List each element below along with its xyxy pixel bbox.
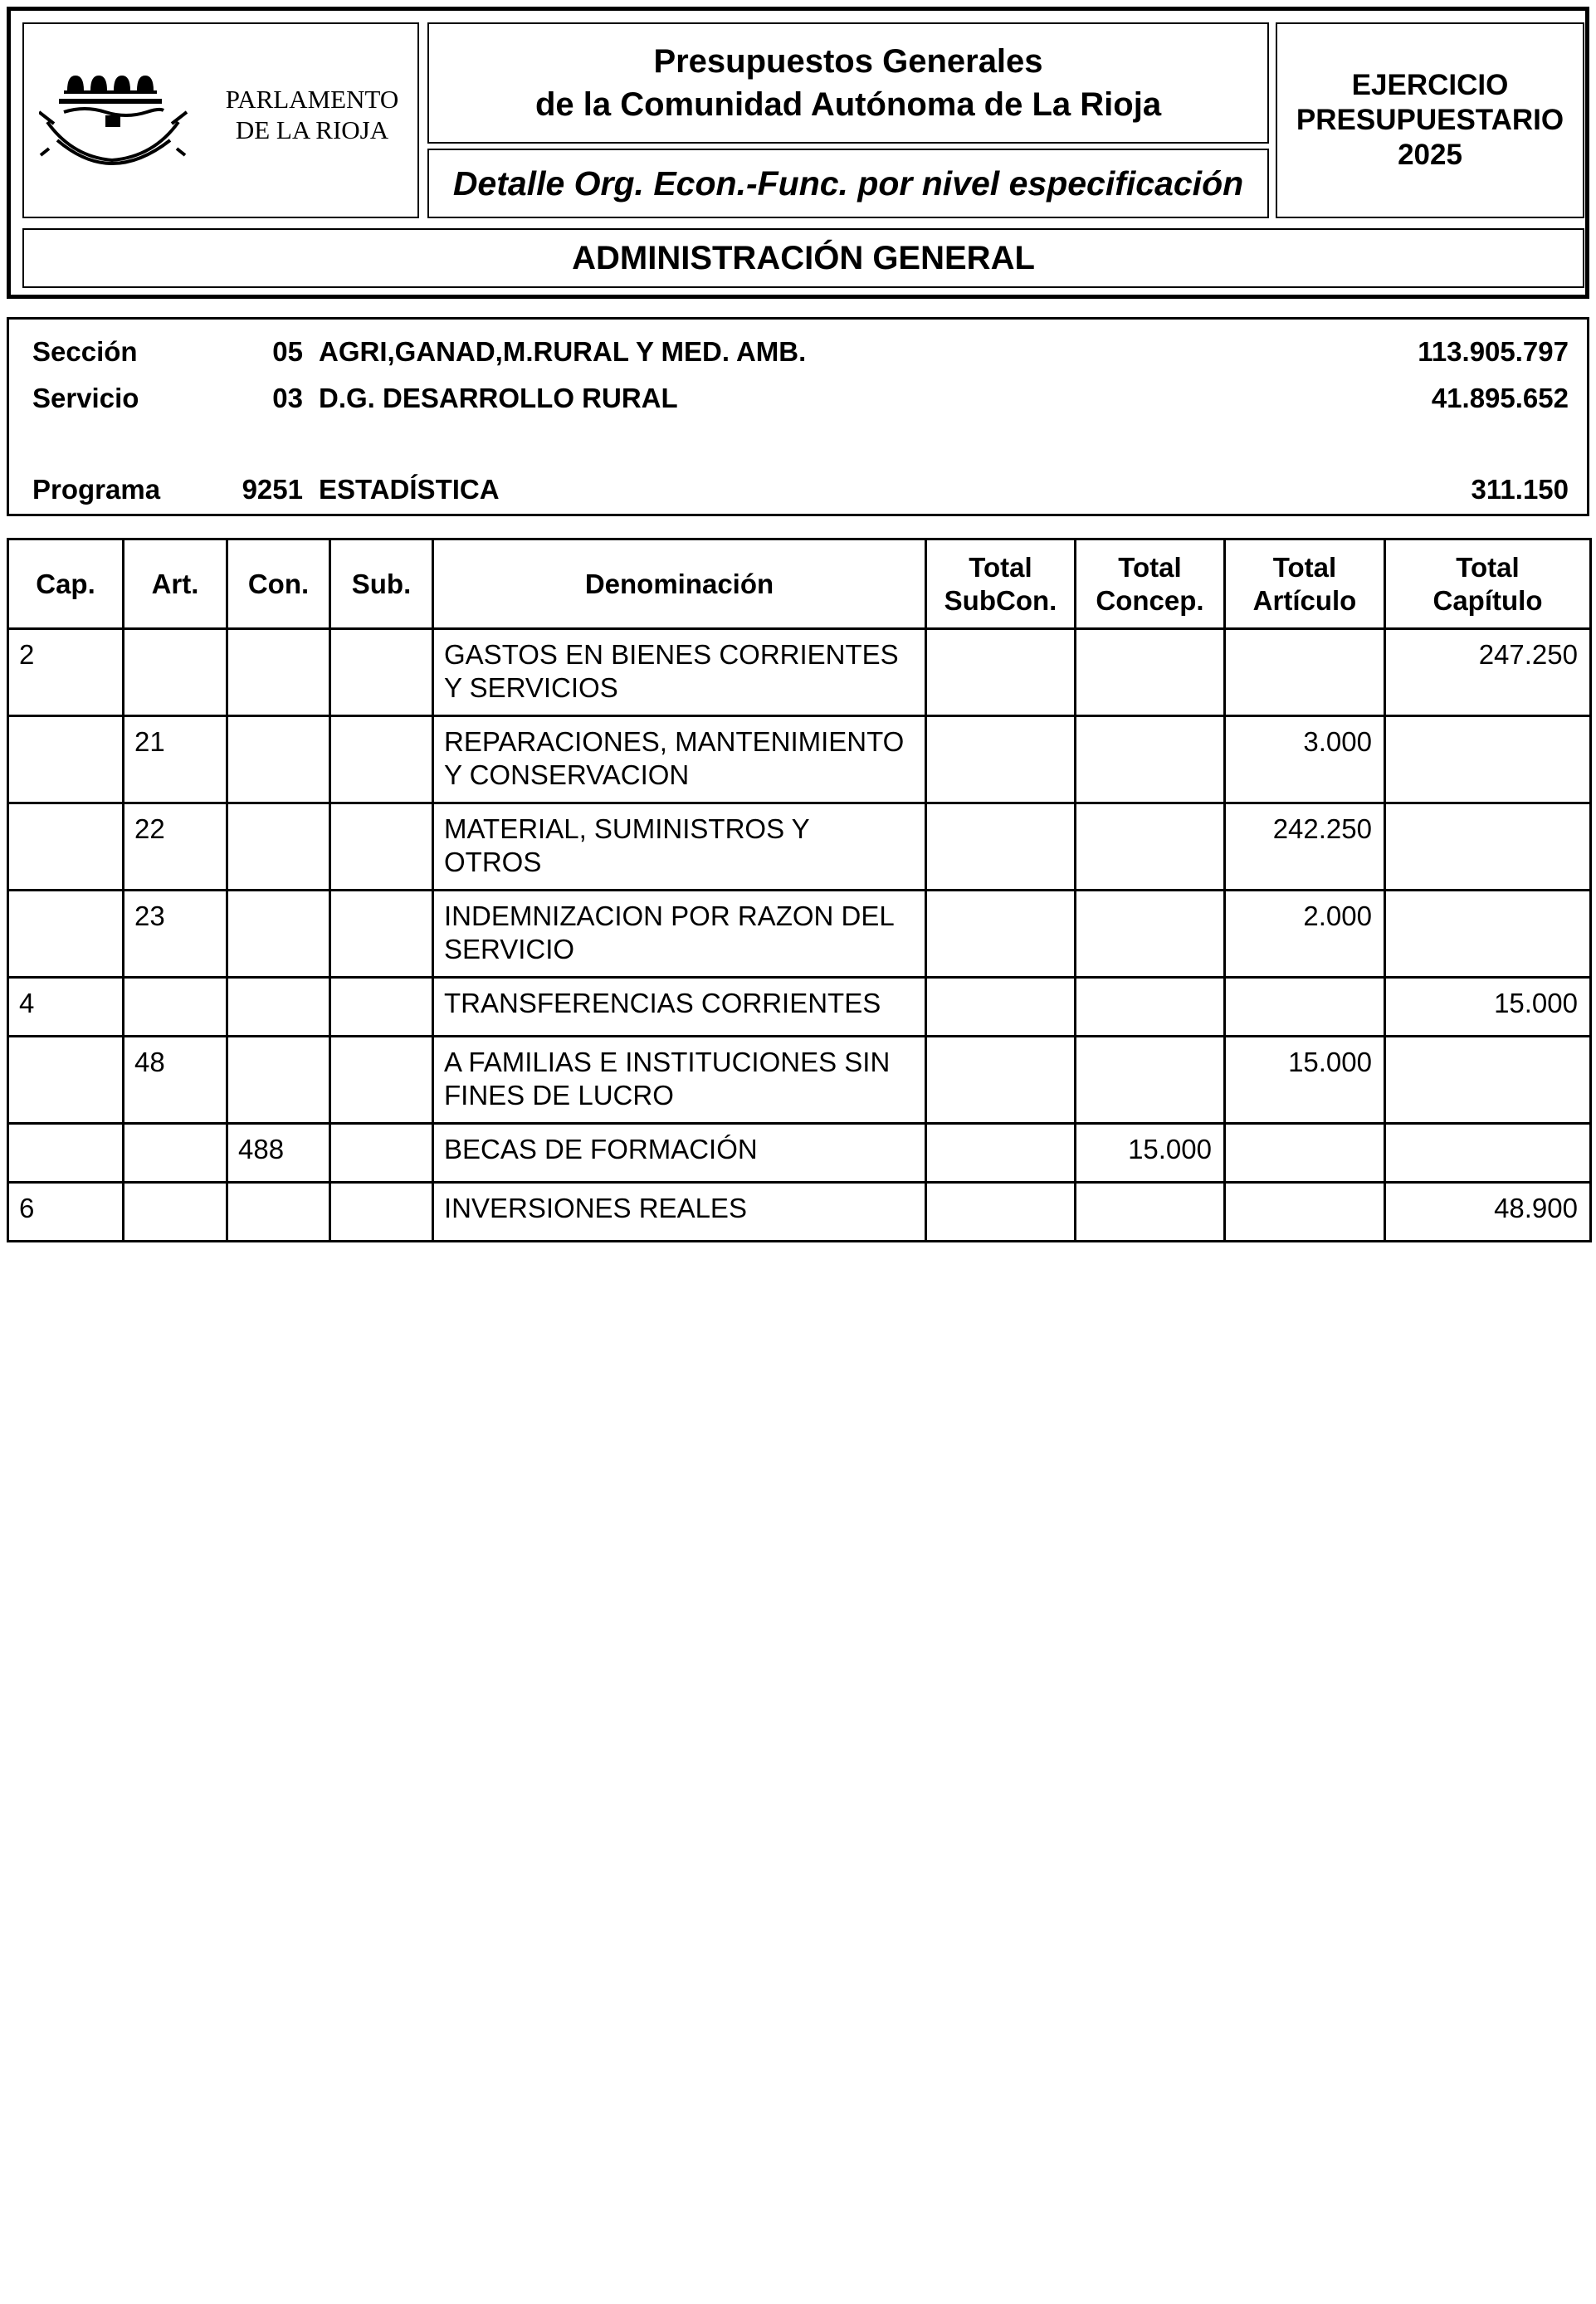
cell-cap [8,803,124,891]
admin-text: ADMINISTRACIÓN GENERAL [572,239,1035,276]
section-info [7,317,1589,516]
cell-art [124,629,227,716]
subtitle-text: Detalle Org. Econ.-Func. por nivel especificación [452,164,1244,203]
seccion-row [9,336,1587,369]
cell-total-capitulo [1385,891,1591,978]
cell-total-concep [1076,803,1225,891]
table-row [8,891,1591,978]
cell-con [227,629,330,716]
cell-sub [330,629,433,716]
header-total-capitulo: Total Capítulo [1385,539,1591,629]
servicio-label: Servicio [32,383,139,413]
table-row [8,629,1591,716]
cell-total-capitulo: 247.250 [1385,629,1591,716]
cell-total-articulo [1225,629,1385,716]
cell-sub [330,1183,433,1242]
table-row [8,1037,1591,1124]
cell-art [124,978,227,1037]
cell-sub [330,1124,433,1183]
header-sub: Sub. [330,539,433,629]
cell-total-capitulo: 48.900 [1385,1183,1591,1242]
header-cap: Cap. [8,539,124,629]
document-title [427,22,1269,144]
cell-total-capitulo [1385,1037,1591,1124]
seccion-amount: 113.905.797 [1418,336,1569,367]
cell-total-capitulo [1385,803,1591,891]
logo-text-line1: PARLAMENTO [225,85,399,114]
cell-total-subcon [926,891,1076,978]
cell-sub [330,803,433,891]
cell-total-articulo: 3.000 [1225,716,1385,803]
header-total-concep: Total Concep. [1076,539,1225,629]
cell-total-subcon [926,1124,1076,1183]
cell-art: 21 [124,716,227,803]
cell-total-articulo [1225,978,1385,1037]
cell-con [227,1037,330,1124]
header-art: Art. [124,539,227,629]
seccion-name: AGRI,GANAD,M.RURAL Y MED. AMB. [319,336,807,367]
budget-table [7,538,1592,1242]
ejercicio-line1: EJERCICIO [1351,69,1509,101]
servicio-name: D.G. DESARROLLO RURAL [319,383,678,413]
cell-art [124,1183,227,1242]
cell-total-subcon [926,978,1076,1037]
cell-total-articulo [1225,1183,1385,1242]
programa-label: Programa [32,474,161,505]
cell-art: 48 [124,1037,227,1124]
ejercicio-line2: PRESUPUESTARIO [1296,104,1564,136]
cell-con: 488 [227,1124,330,1183]
fiscal-year-box [1276,22,1584,218]
cell-con [227,891,330,978]
cell-sub [330,716,433,803]
document-header [7,7,1589,299]
seccion-label: Sección [32,336,138,367]
cell-total-concep [1076,891,1225,978]
table-row [8,803,1591,891]
servicio-amount: 41.895.652 [1431,383,1569,413]
cell-con [227,978,330,1037]
cell-total-concep [1076,629,1225,716]
cell-total-articulo [1225,1124,1385,1183]
cell-total-capitulo: 15.000 [1385,978,1591,1037]
cell-total-concep [1076,978,1225,1037]
table-row [8,716,1591,803]
servicio-row [9,383,1587,416]
programa-amount: 311.150 [1471,474,1569,505]
cell-cap: 2 [8,629,124,716]
cell-con [227,716,330,803]
cell-cap [8,1124,124,1183]
cell-cap: 4 [8,978,124,1037]
cell-total-concep [1076,716,1225,803]
logo-text-line2: DE LA RIOJA [235,115,389,144]
header-denominacion: Denominación [433,539,926,629]
cell-total-concep [1076,1037,1225,1124]
ejercicio-year: 2025 [1398,139,1462,171]
logo-text [208,84,416,145]
cell-total-concep: 15.000 [1076,1124,1225,1183]
cell-total-capitulo [1385,1124,1591,1183]
header-total-subcon: Total SubCon. [926,539,1076,629]
programa-row [9,474,1587,507]
cell-denominacion: INVERSIONES REALES [433,1183,926,1242]
cell-denominacion: REPARACIONES, MANTENIMIENTO Y CONSERVACION [433,716,926,803]
administration-banner [22,228,1584,288]
cell-sub [330,978,433,1037]
cell-denominacion: A FAMILIAS E INSTITUCIONES SIN FINES DE LUCRO [433,1037,926,1124]
parlamento-logo-icon [39,57,205,182]
cell-sub [330,891,433,978]
cell-total-subcon [926,716,1076,803]
cell-denominacion: MATERIAL, SUMINISTROS Y OTROS [433,803,926,891]
logo-box [22,22,419,218]
header-con: Con. [227,539,330,629]
table-header-row [8,539,1591,629]
cell-total-capitulo [1385,716,1591,803]
cell-total-subcon [926,803,1076,891]
table-row [8,1183,1591,1242]
cell-total-articulo: 2.000 [1225,891,1385,978]
cell-denominacion: INDEMNIZACION POR RAZON DEL SERVICIO [433,891,926,978]
cell-denominacion: TRANSFERENCIAS CORRIENTES [433,978,926,1037]
cell-total-subcon [926,1037,1076,1124]
cell-total-concep [1076,1183,1225,1242]
title-line1: Presupuestos Generales [653,43,1043,80]
cell-art: 22 [124,803,227,891]
cell-denominacion: BECAS DE FORMACIÓN [433,1124,926,1183]
cell-con [227,803,330,891]
seccion-code: 05 [272,336,303,367]
cell-art: 23 [124,891,227,978]
cell-total-subcon [926,1183,1076,1242]
programa-code: 9251 [242,474,303,505]
cell-con [227,1183,330,1242]
cell-cap: 6 [8,1183,124,1242]
cell-sub [330,1037,433,1124]
cell-total-articulo: 15.000 [1225,1037,1385,1124]
cell-total-articulo: 242.250 [1225,803,1385,891]
servicio-code: 03 [272,383,303,413]
cell-cap [8,716,124,803]
cell-cap [8,891,124,978]
cell-art [124,1124,227,1183]
programa-name: ESTADÍSTICA [319,474,500,505]
table-row [8,978,1591,1037]
cell-cap [8,1037,124,1124]
cell-denominacion: GASTOS EN BIENES CORRIENTES Y SERVICIOS [433,629,926,716]
table-row [8,1124,1591,1183]
header-total-articulo: Total Artículo [1225,539,1385,629]
document-subtitle [427,149,1269,218]
title-line2: de la Comunidad Autónoma de La Rioja [534,86,1162,123]
cell-total-subcon [926,629,1076,716]
